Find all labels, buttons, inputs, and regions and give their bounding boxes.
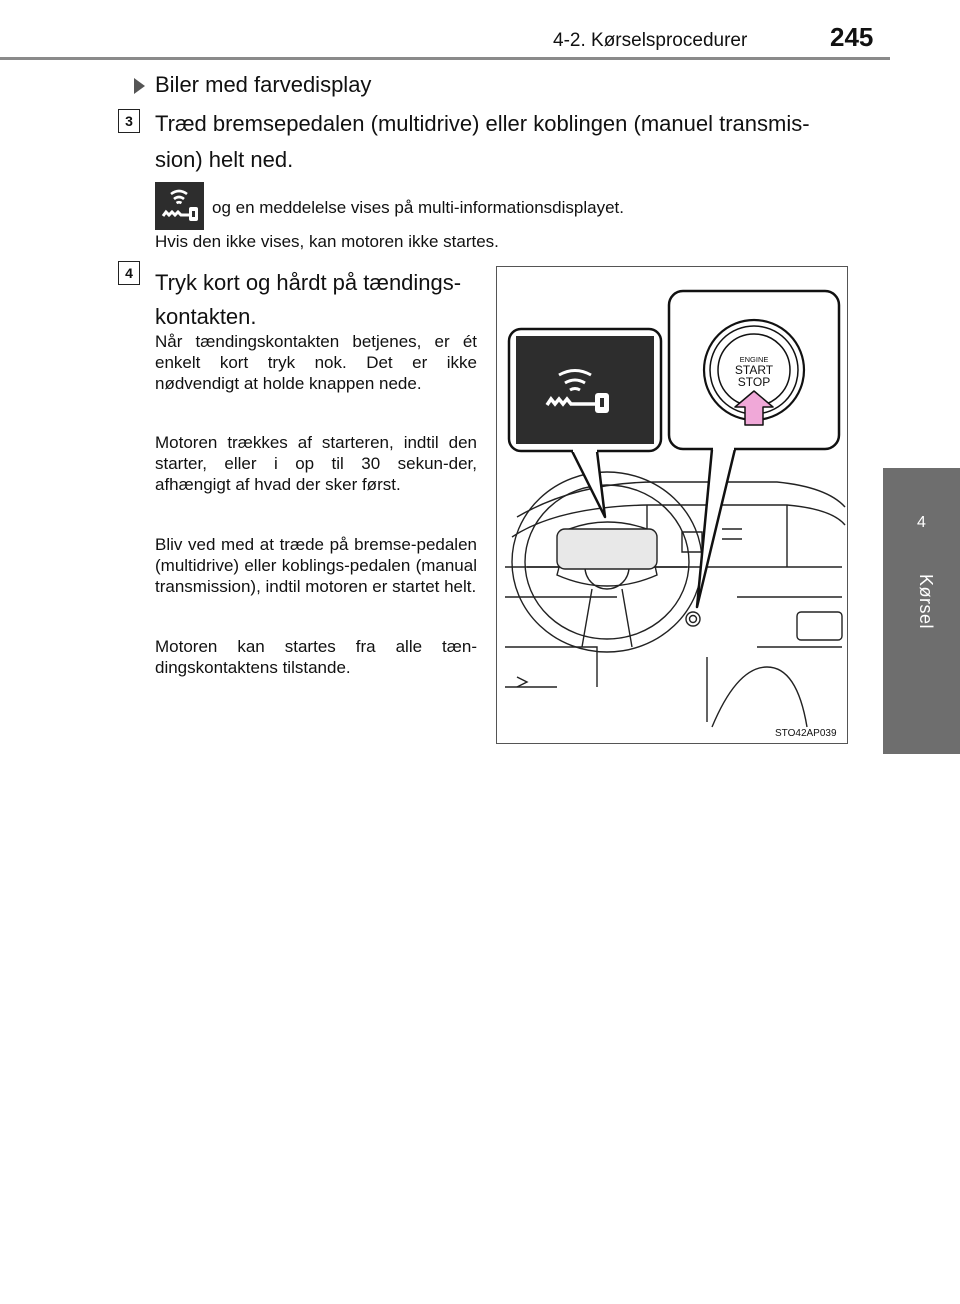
chapter-label: Kørsel <box>916 574 936 630</box>
figure-code: STO42AP039 <box>775 728 837 739</box>
bullet-heading: Biler med farvedisplay <box>155 72 372 97</box>
step-4-text: Tryk kort og hårdt på tændings-kontakten. <box>155 270 462 329</box>
step-number-4: 4 <box>118 261 140 285</box>
dashboard-drawing <box>505 472 845 727</box>
step-3-text: Træd bremsepedalen (multidrive) eller koblingen (manuel transmis-sion) helt ned. <box>155 111 810 172</box>
step-3-note: Hvis den ikke vises, kan motoren ikke startes. <box>155 232 499 251</box>
dashboard-illustration <box>496 266 848 744</box>
step-4-paragraph: Bliv ved med at træde på bremse-pedalen (multidrive) eller koblings-pedalen (manual transmission), indtil motoren er startet helt. <box>155 535 477 596</box>
header-rule <box>0 57 890 60</box>
step-3-icon-note: og en meddelelse vises på multi-informationsdisplayet. <box>212 198 624 217</box>
button-label-start: START <box>734 363 774 377</box>
step-number-3: 3 <box>118 109 140 133</box>
step-4-paragraph: Når tændingskontakten betjenes, er ét enkelt kort tryk nok. Det er ikke nødvendigt at holde knappen nede. <box>155 332 477 393</box>
step-4-paragraph: Motoren trækkes af starteren, indtil den starter, eller i op til 30 sekun-der, afhængigt af hvad der sker først. <box>155 433 477 494</box>
step-4-paragraph: Motoren kan startes fra alle tæn-dingskontaktens tilstande. <box>155 637 477 677</box>
key-indicator-icon <box>155 182 204 230</box>
chapter-number: 4 <box>917 514 926 531</box>
button-label-stop: STOP <box>737 375 771 389</box>
start-button-callout <box>669 291 839 607</box>
section-title: 4-2. Kørselsprocedurer <box>553 30 748 51</box>
bullet-triangle-icon <box>134 78 145 94</box>
display-callout <box>509 329 661 517</box>
page-number: 245 <box>830 22 874 52</box>
button-label-engine: ENGINE <box>739 355 769 364</box>
